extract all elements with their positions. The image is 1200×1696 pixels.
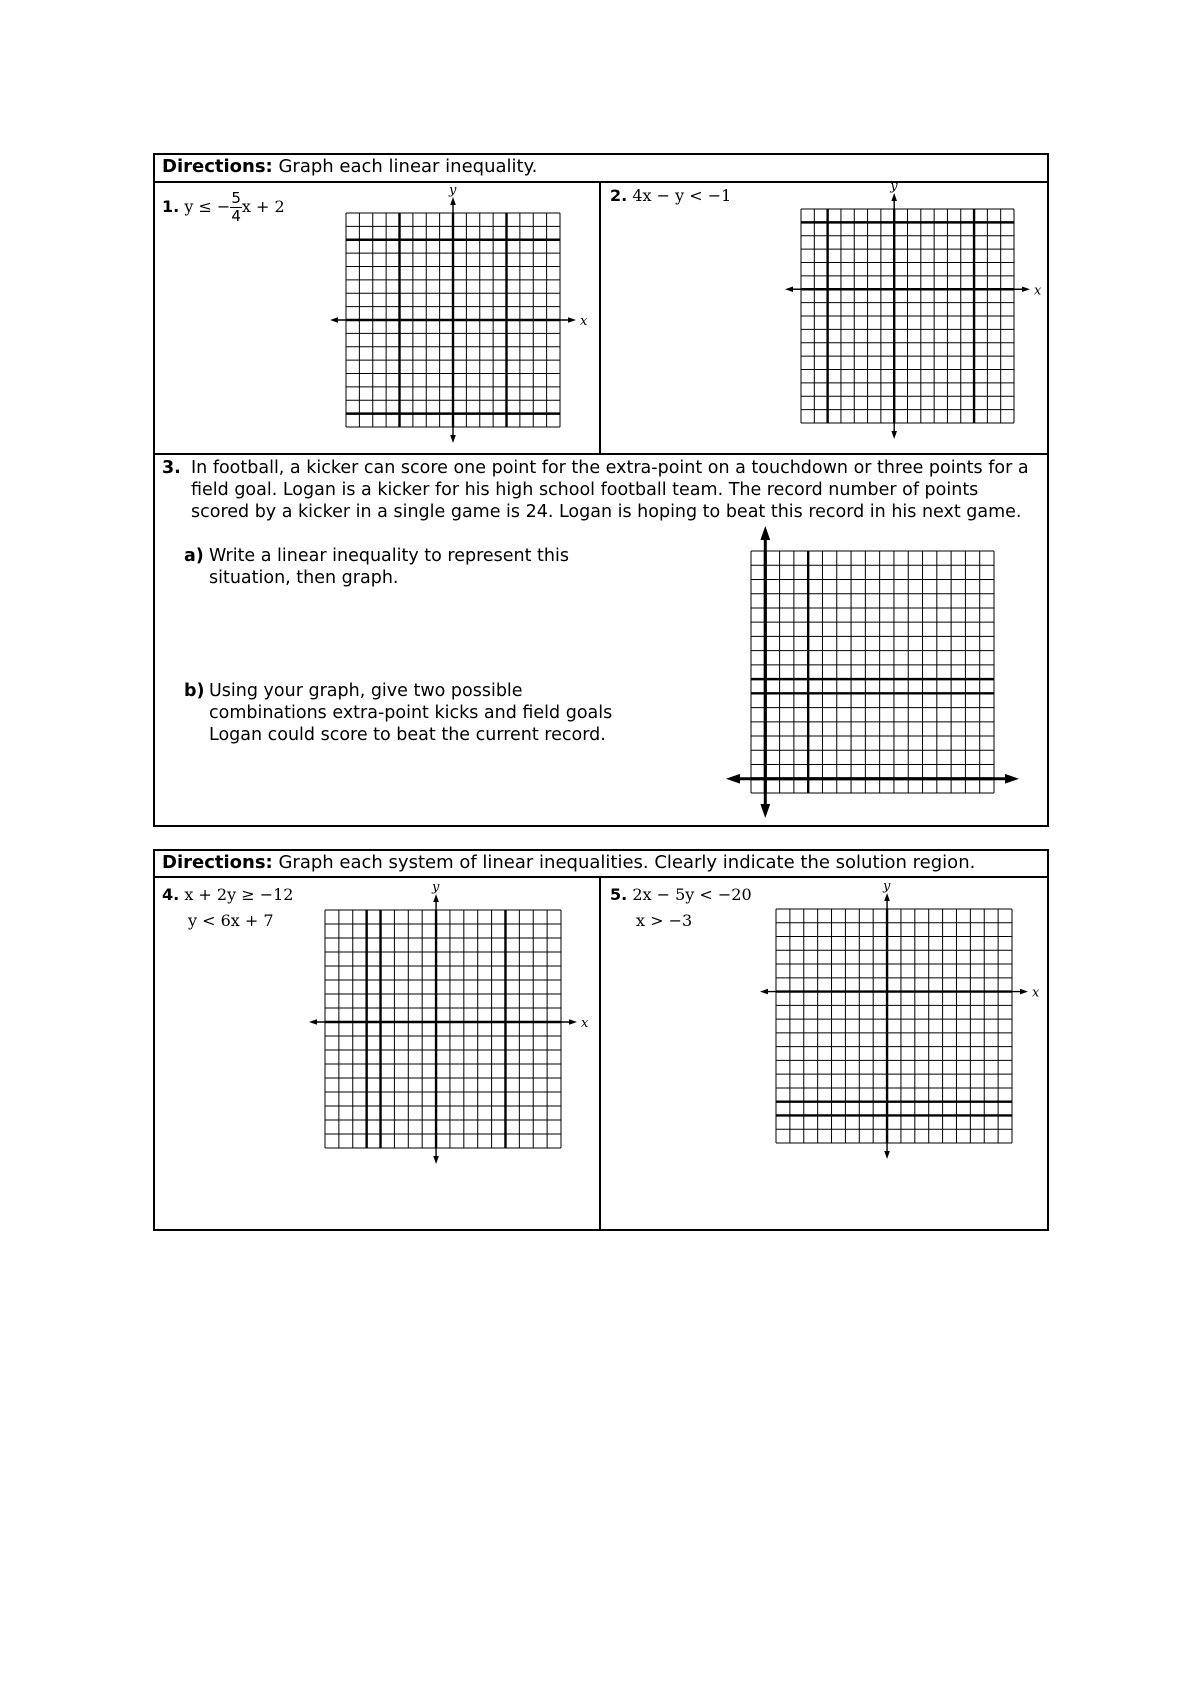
problem-5 xyxy=(610,882,752,934)
coordinate-grid-2[interactable] xyxy=(771,179,1044,453)
x-axis-arrow-left xyxy=(760,989,768,995)
problem-number: 4. xyxy=(162,885,180,904)
part-a-label: a) xyxy=(184,546,204,566)
inequality-2: x > −3 xyxy=(636,911,693,930)
y-axis-label: y xyxy=(432,880,440,895)
y-axis-label: y xyxy=(890,179,898,194)
y-axis-arrow-down xyxy=(884,1151,890,1159)
y-axis-arrow-up xyxy=(891,193,897,201)
inequality-2: y < 6x + 7 xyxy=(188,911,274,930)
y-axis-arrow-down xyxy=(891,431,897,439)
part-b-text: Using your graph, give two possible combinations extra-point kicks and field goals Logan could score to beat the current record. xyxy=(209,681,613,745)
directions-1 xyxy=(162,156,537,177)
inequality: 4x − y < −1 xyxy=(632,186,732,205)
x-axis-arrow-left xyxy=(726,774,740,784)
y-axis-arrow-up xyxy=(760,526,770,540)
directions-text: Graph each linear inequality. xyxy=(278,156,538,177)
coordinate-grid-1[interactable] xyxy=(316,183,590,457)
directions-label: Directions: xyxy=(162,852,273,873)
problem-3-prompt: In football, a kicker can score one point for the extra-point on a touchdown or three points for a field goal. Logan is a kicker for his high school football team. The record number of points scored by a kicker in a single game is 24. Logan is hoping to beat this record in his next game. xyxy=(191,458,1029,522)
inequality-rhs: x + 2 xyxy=(241,197,285,216)
problem-number: 5. xyxy=(610,885,628,904)
problem-number: 3. xyxy=(162,458,181,478)
problem-2 xyxy=(610,186,731,205)
inequality-lhs: y ≤ − xyxy=(184,197,231,216)
directions-label: Directions: xyxy=(162,156,273,177)
problem-4 xyxy=(162,882,293,934)
y-axis-label: y xyxy=(449,183,457,198)
y-axis-label: y xyxy=(883,879,891,894)
problem-3-text xyxy=(162,457,1032,523)
x-axis-label: x xyxy=(581,1016,589,1031)
y-axis-arrow-up xyxy=(450,197,456,205)
directions-text: Graph each system of linear inequalities. Clearly indicate the solution region. xyxy=(278,852,976,873)
x-axis-arrow-right xyxy=(569,1019,577,1025)
x-axis-arrow-right xyxy=(1020,989,1028,995)
problem-3-divider xyxy=(153,453,1049,455)
x-axis-arrow-left xyxy=(785,286,793,292)
part-b xyxy=(184,680,624,746)
x-axis-label: x xyxy=(1032,985,1040,1001)
inequality-1: 2x − 5y < −20 xyxy=(632,885,752,904)
coordinate-grid-4[interactable] xyxy=(295,880,591,1178)
x-axis-arrow-left xyxy=(330,317,338,323)
fraction-denominator: 4 xyxy=(231,207,241,225)
directions-divider xyxy=(153,876,1049,878)
x-axis-arrow-right xyxy=(1022,286,1030,292)
part-a xyxy=(184,545,644,589)
x-axis-label: x xyxy=(1034,283,1042,299)
y-axis-arrow-down xyxy=(450,435,456,443)
problem-1-2-divider xyxy=(599,181,601,455)
x-axis-label: x xyxy=(580,314,588,329)
y-axis-arrow-down xyxy=(760,804,770,818)
coordinate-grid-3[interactable] xyxy=(721,521,1024,823)
y-axis-arrow-down xyxy=(433,1156,439,1164)
problem-4-5-divider xyxy=(599,876,601,1231)
problem-number: 1. xyxy=(162,197,180,216)
problem-number: 2. xyxy=(610,186,628,205)
directions-2 xyxy=(162,852,975,873)
fraction xyxy=(230,190,242,225)
y-axis-arrow-up xyxy=(433,894,439,902)
coordinate-grid-5[interactable] xyxy=(746,879,1042,1173)
part-b-label: b) xyxy=(184,681,205,701)
x-axis-arrow-right xyxy=(1005,774,1019,784)
x-axis-arrow-right xyxy=(568,317,576,323)
fraction-numerator: 5 xyxy=(231,189,241,207)
problem-1 xyxy=(162,190,285,225)
x-axis-arrow-left xyxy=(309,1019,317,1025)
inequality-1: x + 2y ≥ −12 xyxy=(184,885,294,904)
y-axis-arrow-up xyxy=(884,893,890,901)
part-a-text: Write a linear inequality to represent this situation, then graph. xyxy=(209,546,569,588)
